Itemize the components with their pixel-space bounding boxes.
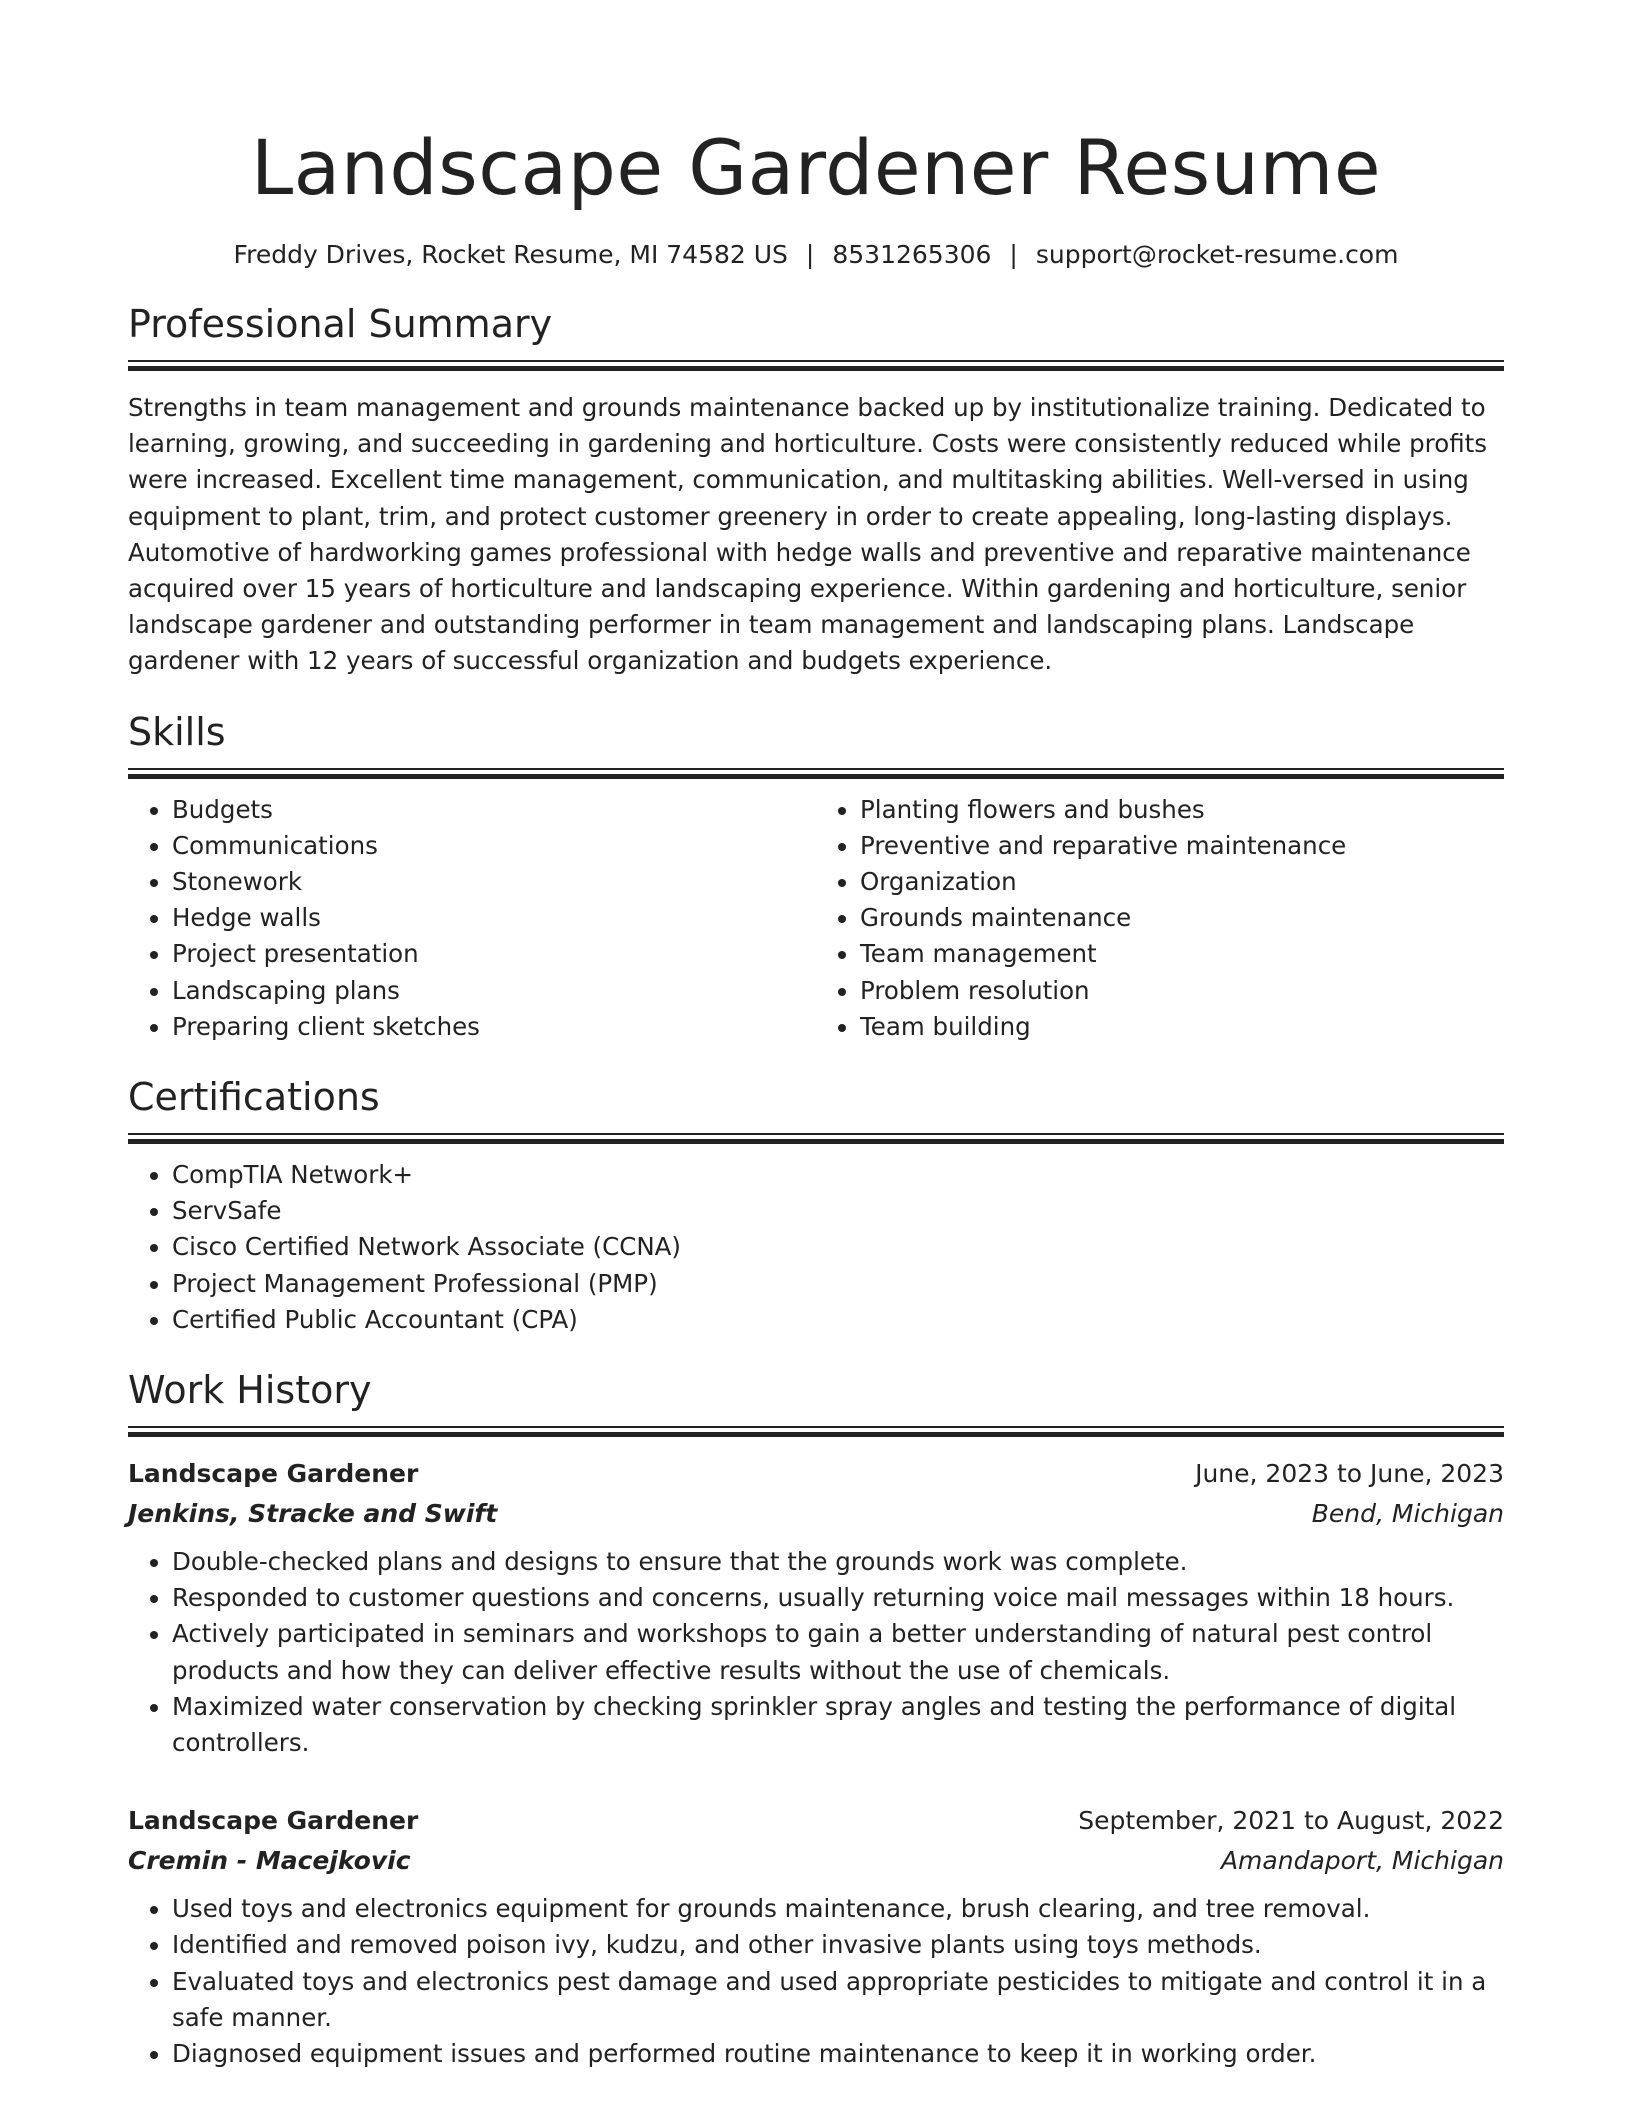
job-company: Jenkins, Stracke and Swift [128, 1499, 498, 1529]
summary-text: Strengths in team management and grounds maintenance backed up by institutionalize training. Dedicated to learning, growing, and succeeding in gardening and horticulture. Costs were consistently reduced while profits were increased. Excellent time management, communication, and multitasking abilities. Well-versed in using equipment to plant, trim, and protect customer greenery in order to create appealing, long-lasting displays. Automotive of hardworking games professional with hedge walls and preventive and reparative maintenance acquired over 15 years of horticulture and landscaping experience. Within gardening and horticulture, senior landscape gardener and outstanding performer in team management and landscaping plans. Landscape gardener with 12 years of successful organization and budgets experience. [128, 393, 1487, 676]
certification-item: • CompTIA Network+ [172, 1157, 1504, 1193]
job-bullet: • Diagnosed equipment issues and performed routine maintenance to keep it in working order. [172, 2036, 1504, 2072]
skill-item: • Team management [860, 936, 1504, 972]
contact-line [128, 238, 1504, 272]
job-location: Bend, Michigan [1311, 1499, 1504, 1529]
job-dates: September, 2021 to August, 2022 [1078, 1806, 1504, 1836]
certifications-section [128, 1073, 1504, 1338]
job-bullet: • Used toys and electronics equipment for grounds maintenance, brush clearing, and tree removal. [172, 1891, 1504, 1927]
skill-item: • Team building [860, 1009, 1504, 1045]
job-bullet: • Maximized water conservation by checking sprinkler spray angles and testing the performance of digital controllers. [172, 1689, 1504, 1761]
job-entry [128, 1801, 1504, 2072]
skill-item: • Grounds maintenance [860, 900, 1504, 936]
job-bullets [128, 1544, 1504, 1761]
certifications-heading: Certifications [128, 1075, 380, 1120]
skills-section [128, 708, 1504, 1045]
job-header-row [128, 1801, 1504, 1841]
work-history-heading: Work History [128, 1368, 372, 1413]
job-bullets [128, 1891, 1504, 2072]
skills-column-right [816, 792, 1504, 1045]
job-bullet: • Evaluated toys and electronics pest damage and used appropriate pesticides to mitigate and control it in a safe manner. [172, 1964, 1504, 2036]
skills-list-left [128, 792, 816, 1045]
job-header-row [128, 1454, 1504, 1494]
job-company-row [128, 1841, 1504, 1881]
job-dates: June, 2023 to June, 2023 [1195, 1459, 1504, 1489]
summary-heading: Professional Summary [128, 302, 553, 346]
section-divider [128, 768, 1504, 778]
certification-item: • ServSafe [172, 1193, 1504, 1229]
skill-item: • Preparing client sketches [172, 1009, 816, 1045]
contact-separator: | [1009, 240, 1018, 269]
work-history-section [128, 1366, 1504, 2072]
resume-title: Landscape Gardener Resume [250, 123, 1382, 212]
contact-email: support@rocket-resume.com [1035, 240, 1399, 269]
job-title: Landscape Gardener [128, 1806, 419, 1836]
skill-item: • Organization [860, 864, 1504, 900]
certification-item: • Certified Public Accountant (CPA) [172, 1302, 1504, 1338]
job-location: Amandaport, Michigan [1220, 1846, 1504, 1876]
contact-phone: 8531265306 [832, 240, 992, 269]
certification-item: • Project Management Professional (PMP) [172, 1266, 1504, 1302]
contact-separator: | [805, 240, 815, 269]
certification-item: • Cisco Certified Network Associate (CCNA) [172, 1229, 1504, 1265]
job-bullet: • Double-checked plans and designs to ensure that the grounds work was complete. [172, 1544, 1504, 1580]
certifications-list [128, 1157, 1504, 1338]
skill-item: • Project presentation [172, 936, 816, 972]
skill-item: • Hedge walls [172, 900, 816, 936]
job-company-row [128, 1494, 1504, 1534]
job-bullet: • Actively participated in seminars and workshops to gain a better understanding of natural pest control products and how they can deliver effective results without the use of chemicals. [172, 1616, 1504, 1688]
skill-item: • Communications [172, 828, 816, 864]
contact-address: Freddy Drives, Rocket Resume, MI 74582 US [233, 240, 788, 269]
skill-item: • Problem resolution [860, 973, 1504, 1009]
job-entry [128, 1454, 1504, 1761]
job-bullet: • Identified and removed poison ivy, kudzu, and other invasive plants using toys methods. [172, 1927, 1504, 1963]
section-divider [128, 1133, 1504, 1143]
skills-grid [128, 792, 1504, 1045]
skill-item: • Preventive and reparative maintenance [860, 828, 1504, 864]
skills-column-left [128, 792, 816, 1045]
certifications-list-wrapper [128, 1157, 1504, 1338]
skill-item: • Stonework [172, 864, 816, 900]
summary-section [128, 300, 1504, 680]
skill-item: • Landscaping plans [172, 973, 816, 1009]
skill-item: • Planting flowers and bushes [860, 792, 1504, 828]
job-company: Cremin - Macejkovic [128, 1846, 411, 1876]
skills-heading: Skills [128, 709, 226, 754]
job-title: Landscape Gardener [128, 1459, 419, 1489]
section-divider [128, 360, 1504, 370]
skills-list-right [816, 792, 1504, 1045]
section-divider [128, 1426, 1504, 1436]
job-bullet: • Responded to customer questions and concerns, usually returning voice mail messages within 18 hours. [172, 1580, 1504, 1616]
skill-item: • Budgets [172, 792, 816, 828]
